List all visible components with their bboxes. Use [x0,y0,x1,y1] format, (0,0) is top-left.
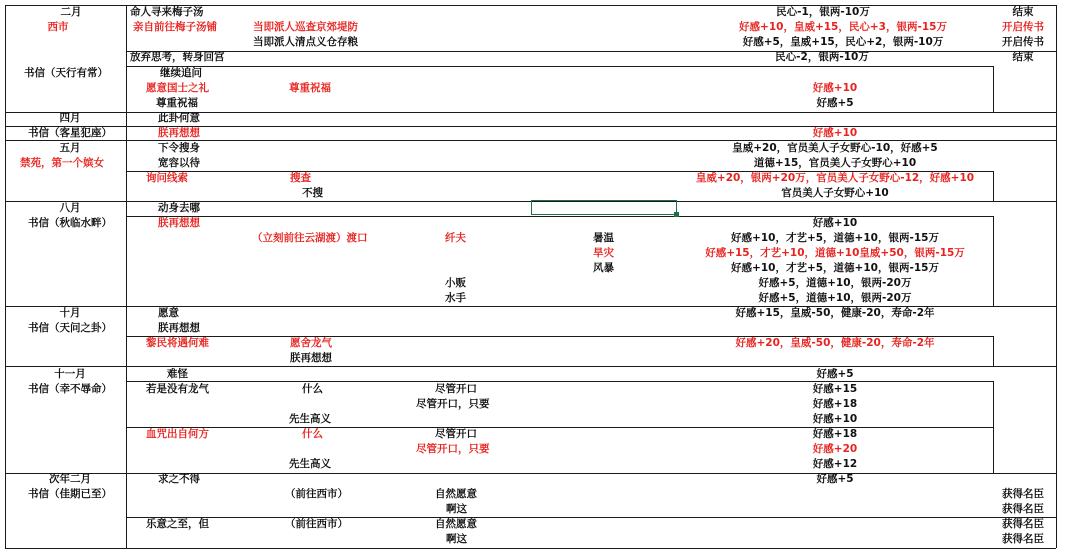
cell-r9-c2[interactable]: 皇威+20，官员美人子女野心-10，好感+5 [732,142,938,154]
v-border-6 [993,336,994,366]
h-border-15 [126,517,1056,518]
cell-r26-c0[interactable]: 尽管开口，只要 [416,398,490,410]
cell-r31-c2[interactable]: 好感+5 [816,473,854,485]
cell-r28-c3[interactable]: 好感+18 [812,428,858,440]
cell-r19-c1[interactable]: 好感+5，道德+10，银两-20万 [758,292,912,304]
cell-r34-c3[interactable]: 获得名臣 [1002,518,1044,530]
cell-r33-c1[interactable]: 获得名臣 [1002,503,1044,515]
cell-r19-c0[interactable]: 水手 [445,292,466,304]
cell-r10-c2[interactable]: 道德+15，官员美人子女野心+10 [753,157,917,169]
cell-r14-c2[interactable]: 好感+10 [812,217,858,229]
cell-r28-c0[interactable]: 血咒出自何方 [146,428,209,440]
cell-r8-c1[interactable]: 朕再想想 [158,127,200,139]
cell-r21-c1[interactable]: 朕再想想 [158,322,200,334]
cell-r0-c2[interactable]: 民心-1，银两-10万 [776,6,870,18]
cell-r22-c0[interactable]: 黎民将遇何难 [146,337,209,349]
cell-r8-c0[interactable]: 书信（客星犯座） [28,127,112,139]
cell-r2-c1[interactable]: 好感+5，皇威+15，民心+2，银两-10万 [742,36,944,48]
cell-r29-c1[interactable]: 好感+20 [812,443,858,455]
cell-r4-c0[interactable]: 书信（天行有常） [24,67,108,79]
cell-r11-c1[interactable]: 搜查 [290,172,311,184]
v-border-4 [993,171,994,201]
cell-r6-c1[interactable]: 好感+5 [816,97,854,109]
cell-r30-c1[interactable]: 好感+12 [812,458,858,470]
cell-r25-c4[interactable]: 好感+15 [812,383,858,395]
cell-r25-c0[interactable]: 书信（幸不辱命） [28,383,112,395]
cell-r0-c3[interactable]: 结束 [1012,6,1034,18]
cell-r20-c0[interactable]: 十月 [59,307,81,319]
cell-r13-c0[interactable]: 八月 [59,202,81,214]
cell-r1-c1[interactable]: 亲自前往梅子汤铺 [133,21,217,33]
cell-r34-c0[interactable]: 乐意之至，但 [146,518,209,530]
cell-r23-c0[interactable]: 朕再想想 [290,352,332,364]
cell-r4-c1[interactable]: 继续追问 [160,67,202,79]
cell-r24-c1[interactable]: 难怪 [167,368,188,380]
cell-r0-c1[interactable]: 命人寻来梅子汤 [130,6,204,18]
cell-r5-c1[interactable]: 尊重祝福 [289,82,331,94]
cell-r12-c1[interactable]: 官员美人子女野心+10 [781,187,889,199]
cell-r7-c0[interactable]: 四月 [59,112,81,124]
cell-r14-c1[interactable]: 朕再想想 [158,217,200,229]
cell-r24-c0[interactable]: 十一月 [54,368,86,380]
v-border-0 [5,5,6,548]
cell-r16-c0[interactable]: 旱灾 [593,247,614,259]
cell-r1-c2[interactable]: 当即派人巡查京郊堤防 [253,21,358,33]
cell-r24-c2[interactable]: 好感+5 [816,368,854,380]
cell-r11-c2[interactable]: 皇威+20，银两+20万，官员美人子女野心-12，好感+10 [695,172,975,184]
cell-r18-c0[interactable]: 小贩 [445,277,466,289]
cell-r8-c2[interactable]: 好感+10 [812,127,858,139]
cell-r17-c0[interactable]: 风暴 [593,262,614,274]
cell-r6-c0[interactable]: 尊重祝福 [156,97,198,109]
cell-r35-c1[interactable]: 获得名臣 [1002,533,1044,545]
cell-r9-c0[interactable]: 五月 [59,142,81,154]
cell-r34-c2[interactable]: 自然愿意 [435,518,477,530]
cell-r17-c1[interactable]: 好感+10，才艺+5，道德+10，银两-15万 [731,262,939,274]
cell-r28-c1[interactable]: 什么 [302,428,323,440]
cell-r15-c2[interactable]: 暑温 [593,232,614,244]
cell-r15-c3[interactable]: 好感+10，才艺+5，道德+10，银两-15万 [731,232,939,244]
h-border-8 [126,216,993,217]
cell-r30-c0[interactable]: 先生高义 [289,458,331,470]
selected-cell[interactable] [531,200,677,215]
cell-r22-c1[interactable]: 愿舍龙气 [290,337,332,349]
cell-r34-c1[interactable]: （前往西市） [285,518,348,530]
cell-r32-c1[interactable]: （前往西市） [285,488,348,500]
cell-r31-c1[interactable]: 求之不得 [158,473,200,485]
v-border-7 [993,381,994,473]
cell-r2-c2[interactable]: 开启传书 [1002,36,1044,48]
h-border-1 [126,51,1056,52]
h-border-13 [126,427,993,428]
v-border-5 [993,216,994,306]
cell-r1-c4[interactable]: 开启传书 [1002,21,1044,33]
cell-r0-c0[interactable]: 二月 [60,6,82,18]
cell-r22-c2[interactable]: 好感+20，皇威-50，健康-20，寿命-2年 [735,337,935,349]
cell-r3-c0[interactable]: 放弃思考，转身回宫 [130,51,225,63]
cell-r5-c2[interactable]: 好感+10 [812,82,858,94]
cell-r25-c2[interactable]: 什么 [302,383,323,395]
cell-r26-c1[interactable]: 好感+18 [812,398,858,410]
cell-r7-c1[interactable]: 此卦何意 [158,112,200,124]
h-border-11 [5,366,1056,367]
v-border-3 [993,66,994,112]
h-border-12 [126,381,993,382]
cell-r18-c1[interactable]: 好感+5，道德+10，银两-20万 [758,277,912,289]
cell-r10-c1[interactable]: 宽容以待 [158,157,200,169]
cell-r5-c0[interactable]: 愿意国士之礼 [146,82,209,94]
cell-r28-c2[interactable]: 尽管开口 [435,428,477,440]
cell-r1-c0[interactable]: 西市 [47,21,69,33]
v-border-2 [1056,5,1057,548]
cell-r25-c1[interactable]: 若是没有龙气 [146,383,209,395]
cell-r11-c0[interactable]: 询问线索 [146,172,188,184]
cell-r15-c1[interactable]: 纤夫 [445,232,466,244]
cell-r33-c0[interactable]: 啊这 [446,503,467,515]
cell-r29-c0[interactable]: 尽管开口，只要 [416,443,490,455]
cell-r32-c0[interactable]: 书信（佳期已至） [28,488,112,500]
cell-r3-c2[interactable]: 结束 [1012,51,1034,63]
cell-r15-c0[interactable]: （立刻前往云湖渡）渡口 [252,232,368,244]
v-border-1 [126,5,127,548]
fill-handle[interactable] [674,212,679,217]
cell-r32-c3[interactable]: 获得名臣 [1002,488,1044,500]
cell-r20-c2[interactable]: 好感+15，皇威-50，健康-20，寿命-2年 [735,307,935,319]
cell-r25-c3[interactable]: 尽管开口 [435,383,477,395]
cell-r14-c0[interactable]: 书信（秋临水畔） [28,217,112,229]
cell-r32-c2[interactable]: 自然愿意 [435,488,477,500]
cell-r10-c0[interactable]: 禁苑，第一个嫔女 [20,157,104,169]
cell-r12-c0[interactable]: 不搜 [302,187,323,199]
cell-r31-c0[interactable]: 次年二月 [49,473,91,485]
h-border-2 [126,66,993,67]
h-border-16 [5,548,1056,549]
cell-r27-c1[interactable]: 好感+10 [812,413,858,425]
cell-r35-c0[interactable]: 啊这 [446,533,467,545]
cell-r16-c1[interactable]: 好感+15，才艺+10，道德+10皇威+50，银两-15万 [705,247,965,259]
cell-r27-c0[interactable]: 先生高义 [289,413,331,425]
cell-r2-c0[interactable]: 当即派人清点义仓存粮 [253,36,358,48]
cell-r20-c1[interactable]: 愿意 [158,307,179,319]
cell-r13-c1[interactable]: 动身去哪 [158,202,200,214]
cell-r21-c0[interactable]: 书信（天问之卦） [28,322,112,334]
cell-r1-c3[interactable]: 好感+10，皇威+15，民心+3，银两-15万 [739,21,947,33]
cell-r3-c1[interactable]: 民心-2，银两-10万 [775,51,869,63]
cell-r9-c1[interactable]: 下令搜身 [158,142,200,154]
